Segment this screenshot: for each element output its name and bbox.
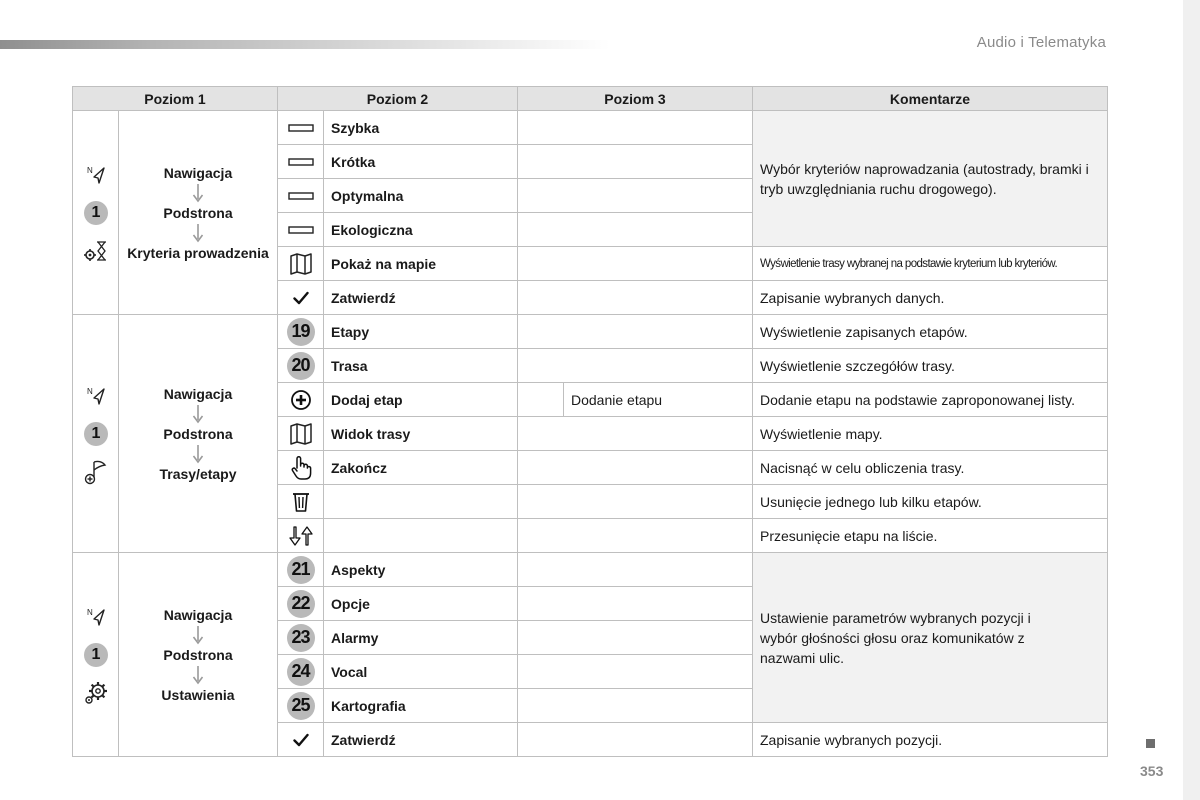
comment-cell: Nacisnąć w celu obliczenia trasy. <box>753 451 1108 485</box>
level3-cell <box>518 621 753 655</box>
option-label: Trasa <box>324 349 518 383</box>
level1-icons-cell <box>73 111 119 315</box>
level1-path-cell <box>119 315 278 553</box>
header-gradient-bar <box>0 40 610 49</box>
option-label: Szybka <box>324 111 518 145</box>
table-header-row <box>73 87 1108 111</box>
level3-cell <box>518 451 753 485</box>
level3-cell <box>518 485 753 519</box>
badge-number: 23 <box>287 624 315 652</box>
arrow-down-icon <box>192 444 204 464</box>
header-level-1: Poziom 1 <box>73 87 278 111</box>
table-row <box>73 111 1108 145</box>
page-marker <box>1146 739 1155 748</box>
level3-cell <box>518 179 753 213</box>
option-label: Zatwierdź <box>324 723 518 757</box>
path-step-navigation: Nawigacja <box>163 164 233 181</box>
level3-cell <box>518 315 753 349</box>
section-title: Audio i Telematyka <box>976 34 1106 51</box>
settings-gears-icon <box>83 680 109 706</box>
level1-icons-cell <box>73 553 119 757</box>
header-level-2: Poziom 2 <box>278 87 518 111</box>
path-step-navigation: Nawigacja <box>163 385 233 402</box>
level3-cell <box>518 417 753 451</box>
level3-cell <box>518 519 753 553</box>
level3-cell <box>518 723 753 757</box>
option-label: Pokaż na mapie <box>324 247 518 281</box>
map-icon <box>286 250 316 278</box>
svg-text:N: N <box>86 165 93 175</box>
option-label: Aspekty <box>324 553 518 587</box>
plus-circle-icon <box>286 386 316 414</box>
arrow-down-icon <box>192 625 204 645</box>
dash-icon <box>286 114 316 142</box>
arrow-down-icon <box>192 665 204 685</box>
level3-icon-cell <box>518 383 564 417</box>
gear-hourglass-icon <box>83 238 109 264</box>
path-step-subpage: Podstrona <box>163 204 233 221</box>
comment-cell: Wyświetlenie trasy wybranej na podstawie kryterium lub kryteriów. <box>753 247 1108 281</box>
option-label: Etapy <box>324 315 518 349</box>
navigation-arrow-icon <box>83 383 109 409</box>
option-label: Opcje <box>324 587 518 621</box>
level1-path-cell <box>119 553 278 757</box>
level3-cell <box>518 689 753 723</box>
option-label: Krótka <box>324 145 518 179</box>
comment-cell: Dodanie etapu na podstawie zaproponowanej listy. <box>753 383 1108 417</box>
path-step-routes: Trasy/etapy <box>159 465 237 482</box>
page-edge-strip <box>1183 0 1200 800</box>
comment-cell: Przesunięcie etapu na liście. <box>753 519 1108 553</box>
level1-badge: 1 <box>84 201 108 225</box>
reorder-arrows-icon <box>286 522 316 550</box>
level3-cell <box>518 145 753 179</box>
level1-badge: 1 <box>84 643 108 667</box>
path-step-settings: Ustawienia <box>161 686 235 703</box>
header-comments: Komentarze <box>753 87 1108 111</box>
flag-plus-icon <box>83 459 109 485</box>
option-label: Vocal <box>324 655 518 689</box>
arrow-down-icon <box>192 183 204 203</box>
menu-structure-table <box>72 86 1108 757</box>
table-row <box>73 315 1108 349</box>
comment-cell: Wyświetlenie zapisanych etapów. <box>753 315 1108 349</box>
page-number: 353 <box>1140 763 1164 779</box>
map-icon <box>286 420 316 448</box>
option-label: Optymalna <box>324 179 518 213</box>
badge-number: 19 <box>287 318 315 346</box>
arrow-down-icon <box>192 223 204 243</box>
level3-cell <box>518 655 753 689</box>
dash-icon <box>286 182 316 210</box>
navigation-arrow-icon <box>83 604 109 630</box>
level1-path-cell <box>119 111 278 315</box>
checkmark-icon <box>286 726 316 754</box>
comment-cell: Usunięcie jednego lub kilku etapów. <box>753 485 1108 519</box>
level3-cell <box>518 247 753 281</box>
option-label: Dodaj etap <box>324 383 518 417</box>
path-step-navigation: Nawigacja <box>163 606 233 623</box>
level3-cell <box>518 553 753 587</box>
option-label: Zakończ <box>324 451 518 485</box>
badge-number: 21 <box>287 556 315 584</box>
level3-cell <box>518 349 753 383</box>
dash-icon <box>286 148 316 176</box>
path-step-criteria: Kryteria prowadzenia <box>127 244 269 261</box>
badge-number: 25 <box>287 692 315 720</box>
navigation-arrow-icon <box>83 162 109 188</box>
hand-pointer-icon <box>286 454 316 482</box>
svg-text:N: N <box>86 386 93 396</box>
badge-number: 22 <box>287 590 315 618</box>
path-step-subpage: Podstrona <box>163 646 233 663</box>
option-label <box>324 519 518 553</box>
badge-number: 20 <box>287 352 315 380</box>
comment-cell: Wyświetlenie szczegółów trasy. <box>753 349 1108 383</box>
svg-text:N: N <box>86 607 93 617</box>
level3-cell <box>518 213 753 247</box>
option-label: Ekologiczna <box>324 213 518 247</box>
comment-cell: Wybór kryteriów naprowadzania (autostrady, bramki i tryb uwzględniania ruchu drogowego). <box>753 111 1108 247</box>
badge-number: 24 <box>287 658 315 686</box>
comment-cell: Wyświetlenie mapy. <box>753 417 1108 451</box>
dash-icon <box>286 216 316 244</box>
option-label: Widok trasy <box>324 417 518 451</box>
option-label: Alarmy <box>324 621 518 655</box>
option-label: Zatwierdź <box>324 281 518 315</box>
trash-icon <box>286 488 316 516</box>
header-level-3: Poziom 3 <box>518 87 753 111</box>
path-step-subpage: Podstrona <box>163 425 233 442</box>
level3-cell: Dodanie etapu <box>564 383 753 417</box>
level1-icons-cell <box>73 315 119 553</box>
arrow-down-icon <box>192 404 204 424</box>
comment-text: Ustawienie parametrów wybranych pozycji i wybór głośności głosu oraz komunikatów z nazwami ulic. <box>760 609 1031 666</box>
level3-cell <box>518 587 753 621</box>
option-label: Kartografia <box>324 689 518 723</box>
level3-cell <box>518 111 753 145</box>
checkmark-icon <box>286 284 316 312</box>
level1-badge: 1 <box>84 422 108 446</box>
option-label <box>324 485 518 519</box>
table-row <box>73 553 1108 587</box>
level3-cell <box>518 281 753 315</box>
comment-cell <box>753 553 1108 723</box>
comment-cell: Zapisanie wybranych pozycji. <box>753 723 1108 757</box>
comment-cell: Zapisanie wybranych danych. <box>753 281 1108 315</box>
